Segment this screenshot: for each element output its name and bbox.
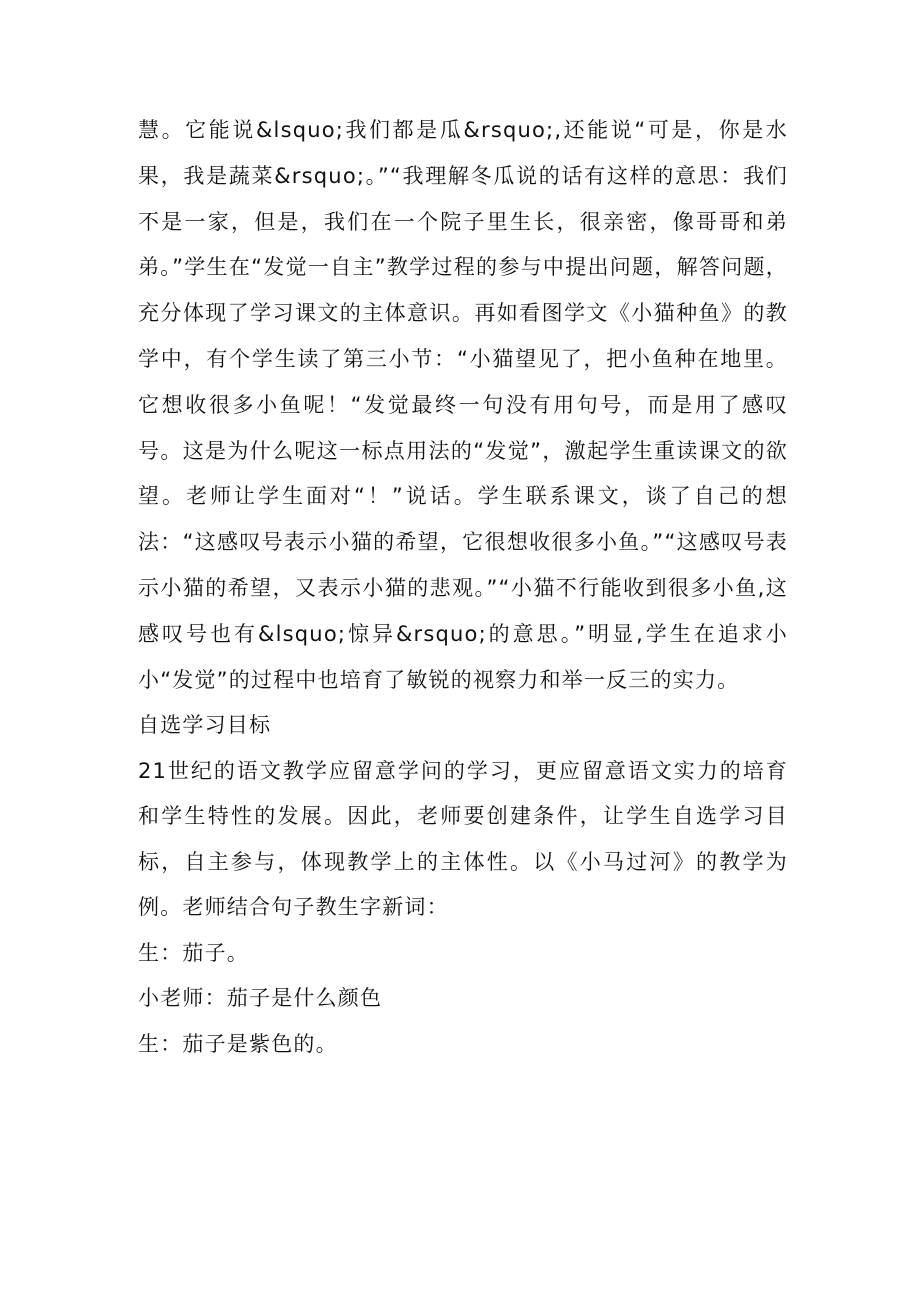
section-heading: 自选学习目标 xyxy=(138,713,272,738)
body-paragraph-2: 21世纪的语文教学应留意学问的学习，更应留意语文实力的培育和学生特性的发展。因此，老师要创建条件，让学生自选学习目标，自主参与，体现教学上的主体性。以《小马过河》的教学为例。老师结合句子教生字新词： xyxy=(138,758,788,920)
dialogue-line-2: 小老师：茄子是什么颜色 xyxy=(138,986,383,1011)
body-paragraph-1: 慧。它能说&lsquo;我们都是瓜&rsquo;,还能说“可是，你是水果，我是蔬菜&rsquo;。”“我理解冬瓜说的话有这样的意思：我们不是一家，但是，我们在一个院子里生长，很亲密，像哥哥和弟弟。”学生在“发觉一自主”教学过程的参与中提出问题，解答问题，充分体现了学习课文的主体意识。再如看图学文《小猫种鱼》的教学中，有个学生读了第三小节：“小猫望见了，把小鱼种在地里。它想收很多小鱼呢！“发觉最终一句没有用句号，而是用了感叹号。这是为什么呢这一标点用法的“发觉”，激起学生重读课文的欲望。老师让学生面对“！”说话。学生联系课文，谈了自己的想法：“这感叹号表示小猫的希望，它很想收很多小鱼。”“这感叹号表示小猫的希望，又表示小猫的悲观。”“小猫不行能收到很多小鱼,这感叹号也有&lsquo;惊异&rsquo;的意思。”明显,学生在追求小小“发觉”的过程中也培育了敏锐的视察力和举一反三的实力。 xyxy=(138,118,788,692)
dialogue-line-3: 生：茄子是紫色的。 xyxy=(138,1031,338,1056)
dialogue-line-1: 生：茄子。 xyxy=(138,940,249,965)
document-body xyxy=(138,108,788,1067)
